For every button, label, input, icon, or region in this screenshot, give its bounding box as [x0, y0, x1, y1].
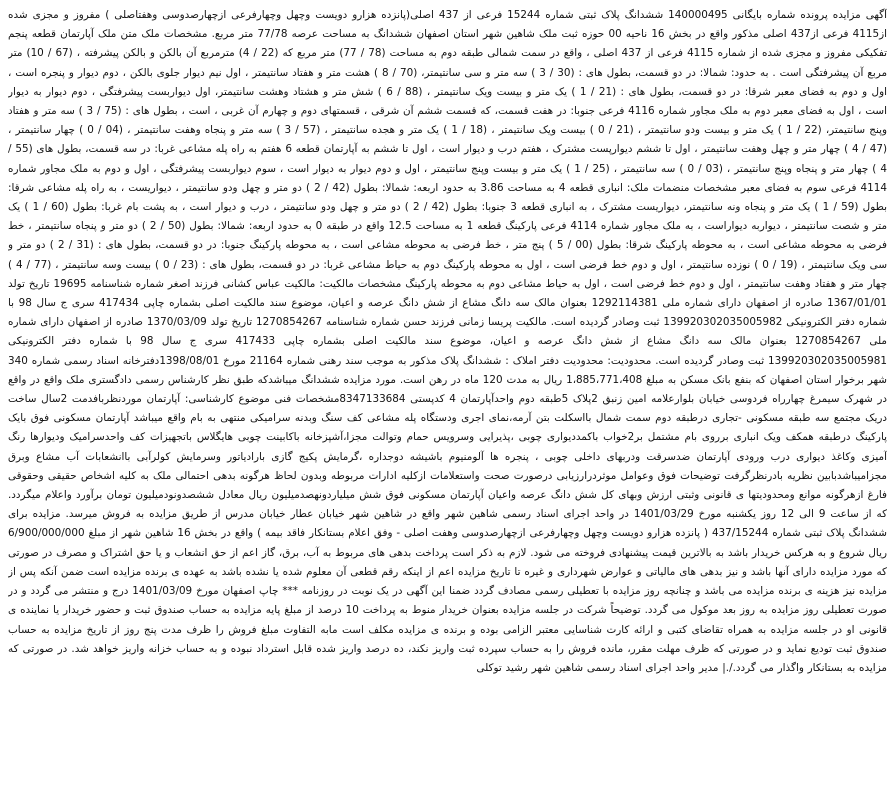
auction-notice-text: آگهی مزایده پرونده شماره بایگانی 140000495 ششدانگ پلاک ثبتی شماره 15244 فرعی از 437 اصلی(پانزده هزارو دویست وچهل وچهارفرعی ازچهارصدوسی وهفتاصلی ) مفروز و مجزی شده از4115 فرعی از437 اصلی مذکور واقع در بخش 16 ناحیه 00 حوزه ثبت ملک شاهین شهر استان اصفهان ششدانگ به مساحت عرصه 77/78 متر مربع. مشخصات ملک متن ملک آپارتمان قطعه پنجم تفکیکی مفروز و مجزی شده از شماره 4115 فرعی از 437 اصلی ، واقع در سمت شمالی طبقه دوم به مساحت (78 / 77) متر مربع که (22 / 4) مترمربع آن بالکن و بالکن پیشرفته ، (67 / 10) متر مربع آن پیشرفتگی است . به حدود: شمالا: در دو قسمت، بطول های : (30 / 3 ) سه متر و سی سانتیمتر، (70 / 8 ) هشت متر و هفتاد سانتیمتر ، اول نیم دیوار جلوی بالکن ، دوم دیوار و پنجره است ، اول و دوم به فضای معبر شرقا: در دو قسمت، بطول های : (21 / 1 ) یک متر و بیست ویک سانتیمتر ، (88 / 6 ) شش متر و هشتاد وهشت سانتیمتر، اول دیواربست پیشرفتگی ، دوم دیوار به دیوار است ، اول به فضای معبر دوم به ملک مجاور شماره 4116 فرعی جنوبا: در هفت قسمت، که قسمت ششم آن شرقی ، قسمتهای دوم و چهارم آن غربی ، است ، بطول های : (75 / 3 ) سه متر و هفتاد وپنج سانتیمتر، (22 / 1 ) یک متر و بیست ودو سانتیمتر ، (21 / 0 ) بیست ویک سانتیمتر ، (18 / 1 ) یک متر و هجده سانتیمتر ، (57 / 3 ) سه متر و پنجاه وهفت سانتیمتر ، (04 / 0 ) چهار سانتیمتر ، (47 / 4 ) چهار متر و چهل وهفت سانتیمتر ، اول تا ششم دیوارپست مشترک ، هفتم درب و دیوار است ، اول تا ششم به آپارتمان قطعه 6 هفتم به راه پله مشاعی غربا: در سه قسمت، بطول های (55 / 4 ) چهار متر و پنجاه وپنج سانتیمتر ، (03 / 0 ) سه سانتیمتر ، (25 / 1 ) یک متر و بیست وپنج سانتیمتر ، اول و دوم دیوار به دیوار است ، سوم دیواربست پیشرفتگی ، اول و دوم به ملک مجاور شماره 4114 فرعی سوم به فضای معبر مشخصات منضمات ملک: انباری قطعه 4 به مساحت 3.86 به حدود اربعه: شمالا: بطول (42 / 2 ) دو متر و چهل ودو سانتیمتر ، دیواریست ، به راه پله مشاعی شرقا: بطول (59 / 1 ) یک متر و پنجاه ونه سانتیمتر، دیواریست مشترک ، به انباری قطعه 3 جنوبا: بطول (42 / 2 ) دو متر و چهل ودو سانتیمتر ، درب و دیوار است ، به پشت بام غربا: بطول (60 / 1 ) یک متر و شصت سانتیمتر ، دیواربه دیواراست ، به ملک مجاور شماره 4114 فرعی پارکینگ قطعه 1 به مساحت 12.5 واقع در طبقه 0 به حدود اربعه: شمالا: بطول (50 / 2 ) دو متر و پنجاه سانتیمتر ، خط فرضی به محوطه مشاعی است ، به محوطه پارکینگ شرقا: بطول (00 / 5 ) پنج متر ، خط فرضی به محوطه مشاعی است ، به محوطه پارکینگ جنوبا: در دو قسمت، بطول های : (31 / 2 ) دو متر و سی ویک سانتیمتر ، (19 / 0 ) نوزده سانتیمتر ، اول و دوم خط فرضی است ، اول به محوطه پارکینگ دوم به حیاط مشاعی غربا: در دو قسمت، بطول های : (23 / 0 ) بیست وسه سانتیمتر ، (77 / 4 ) چهار متر و هفتاد وهفت سانتیمتر ، اول و دوم خط فرضی است ، اول به حیاط مشاعی دوم به محوطه پارکینگ مشخصات مالکیت: مالکیت عباس کشانی فرزند اصغر شماره شناسنامه 19695 تاریخ تولد 1367/01/01 صادره از اصفهان دارای شماره ملی 1292114381 بعنوان مالک سه دانگ مشاع از شش دانگ عرصه و اعیان، موضوع سند مالکیت اصلی بشماره چاپی 417434 سری ج سال 98 با شماره دفتر الکترونیکی 139920302035005982 ثبت وصادر گردیده است. مالکیت پریسا زمانی فرزند حسن شماره شناسنامه 1270854267 تاریخ تولد 1370/03/09 صادره از اصفهان دارای شماره ملی 1270854267 بعنوان مالک سه دانگ مشاع از شش دانگ عرصه و اعیان، موضوع سند مالکیت اصلی بشماره چاپی 417433 سری ج سال 98 با شماره دفتر الکترونیکی 139920302035005981 ثبت وصادر گردیده است. محدودیت: محدودیت دفتر املاک : ششدانگ پلاک مذکور به موجب سند رهنی شماره 21164 مورخ 1398/08/01دفترخانه اسناد رسمی شماره 340 شهر برخوار استان اصفهان که بنفع بانک مسکن به مبلغ 1،885،771،408 ریال به مدت 120 ماه در رهن است. مورد مزایده ششدانگ میباشدکه طبق نظر کارشناس رسمی دادگستری ملک واقع در واقع در شهرک سیمرغ چهارراه فردوسی خیابان بلوارعلامه امین زنبق 2پلاک 5طبقه دوم واحدآپارتمان 4 کدپستی 8347133684مشخصات فنی موضوع کارشناسی: آپارتمان موردنظربافدمت 2سال ساخت دریک مجتمع سه طبقه مسکونی -تجاری درطبقه دوم سمت شمال بااسکلت بتن آرمه،نمای اجری ودستگاه پله مشاعی کف سنگ وبدنه سرامیکی منتهی به بام واقع میباشد آپارتمان مسکونی فوق بایک پارکینگ درطبقه همکف ویک انباری برروی بام مشتمل بر2خواب باکمددیواری چوبی ،پذیرایی وسرویس حمام وتوالت مجزا،آشپزخانه باکابینت چوبی هایگلاس باتجهیزات کف واحدسرامیک ودیوارها رنگ آمیزی وکاغذ دیواری درب ورودی آپارتمان ضدسرقت ودربهای داخلی چوبی ، پنجره ها آلومنیوم باشیشه دوجداره ،گرمایش پکیج گازی بارادیاتور وسرمایش کولرآبی باانشعابات آب مشاع وبرق مجزامیباشدبابین نظریه بادرنظرگرفت توضیحات فوق وعوامل موثردرارزیابی درصورت صحت واستعلامات ازکلیه ادارات مربوطه وبدون لحاظ هرگونه بدهی احتمالی ملک به کلیه اشخاص حقیقی وحقوقی فارغ ازهرگونه موانع ومحدودیتها ی قانونی وثبتی ارزش وبهای کل شش دانگ عرصه واعیان آپارتمان مسکونی فوق شش میلیاردونهصدمیلیون ریال معادل ششصدونودمیلیون تومان برآورد واعلام میگردد. که از ساعت 9 الی 12 روز یکشنبه مورخ 1401/03/29 در واحد اجرای اسناد رسمی شاهین شهر واقع در شاهین شهر خیابان عطار خیابان مدرس از طریق مزایده به فروش میرسد. مزایده برای ششدانگ پلاک ثبتی شماره 437/15244 ( پانزده هزارو دویست وچهل وچهارفرعی ازچهارصدوسی وهفت اصلی - وفق اعلام بستانکار فاقد بیمه ) واقع در بخش 16 شاهین شهر از مبلغ 6/900/000/000 ریال شروع و به هرکس خریدار باشد به بالاترین قیمت پیشنهادی فروخته می شود. لازم به ذکر است پرداخت بدهی های مربوط به آب، برق، گاز اعم از حق انشعاب و یا حق اشتراک و مصرف در صورتی که مورد مزایده دارای آنها باشد و نیز بدهی های مالیاتی و عوارض شهرداری و غیره تا تاریخ مزایده اعم از اینکه رقم قطعی آن معلوم شده یا نشده باشد به عهده ی برنده مزایده است ضمن آنکه پس از مزایده نیز هزینه ی برنده مزایده می باشد و چنانچه روز مزایده با تعطیلی رسمی مصادف گردد ضمنا این آگهی در یک نوبت در روزنامه *** چاپ اصفهان مورخ 1401/03/09 درج و منتشر می گردد و در صورت تعطیلی روز مزایده به روز بعد موکول می گردد. توضیحاً شرکت در جلسه مزایده بعنوان خریدار منوط به پرداخت 10 درصد از مبلغ پایه مزایده به حساب صندوق ثبت و حضور خریدار یا نماینده ی قانونی او در جلسه مزایده به همراه تقاضای کتبی و ارائه کارت شناسایی معتبر الزامی بوده و برنده ی مزایده مکلف است مابه التفاوت مبلغ فروش را ظرف مدت پنج روز از تاریخ مزایده به حساب صندوق ثبت تودیع نماید و در صورتی که ظرف مهلت مقرر، مانده فروش را به حساب سپرده ثبت واریز نکند، ده درصد واریز شده قابل استرداد نبوده و به حساب خزانه واریز خواهد شد. در صورتی که مزایده به بستانکار واگذار می گردد./.| مدیر واحد اجرای اسناد رسمی شاهین شهر رشید توکلی: [8, 9, 887, 674]
